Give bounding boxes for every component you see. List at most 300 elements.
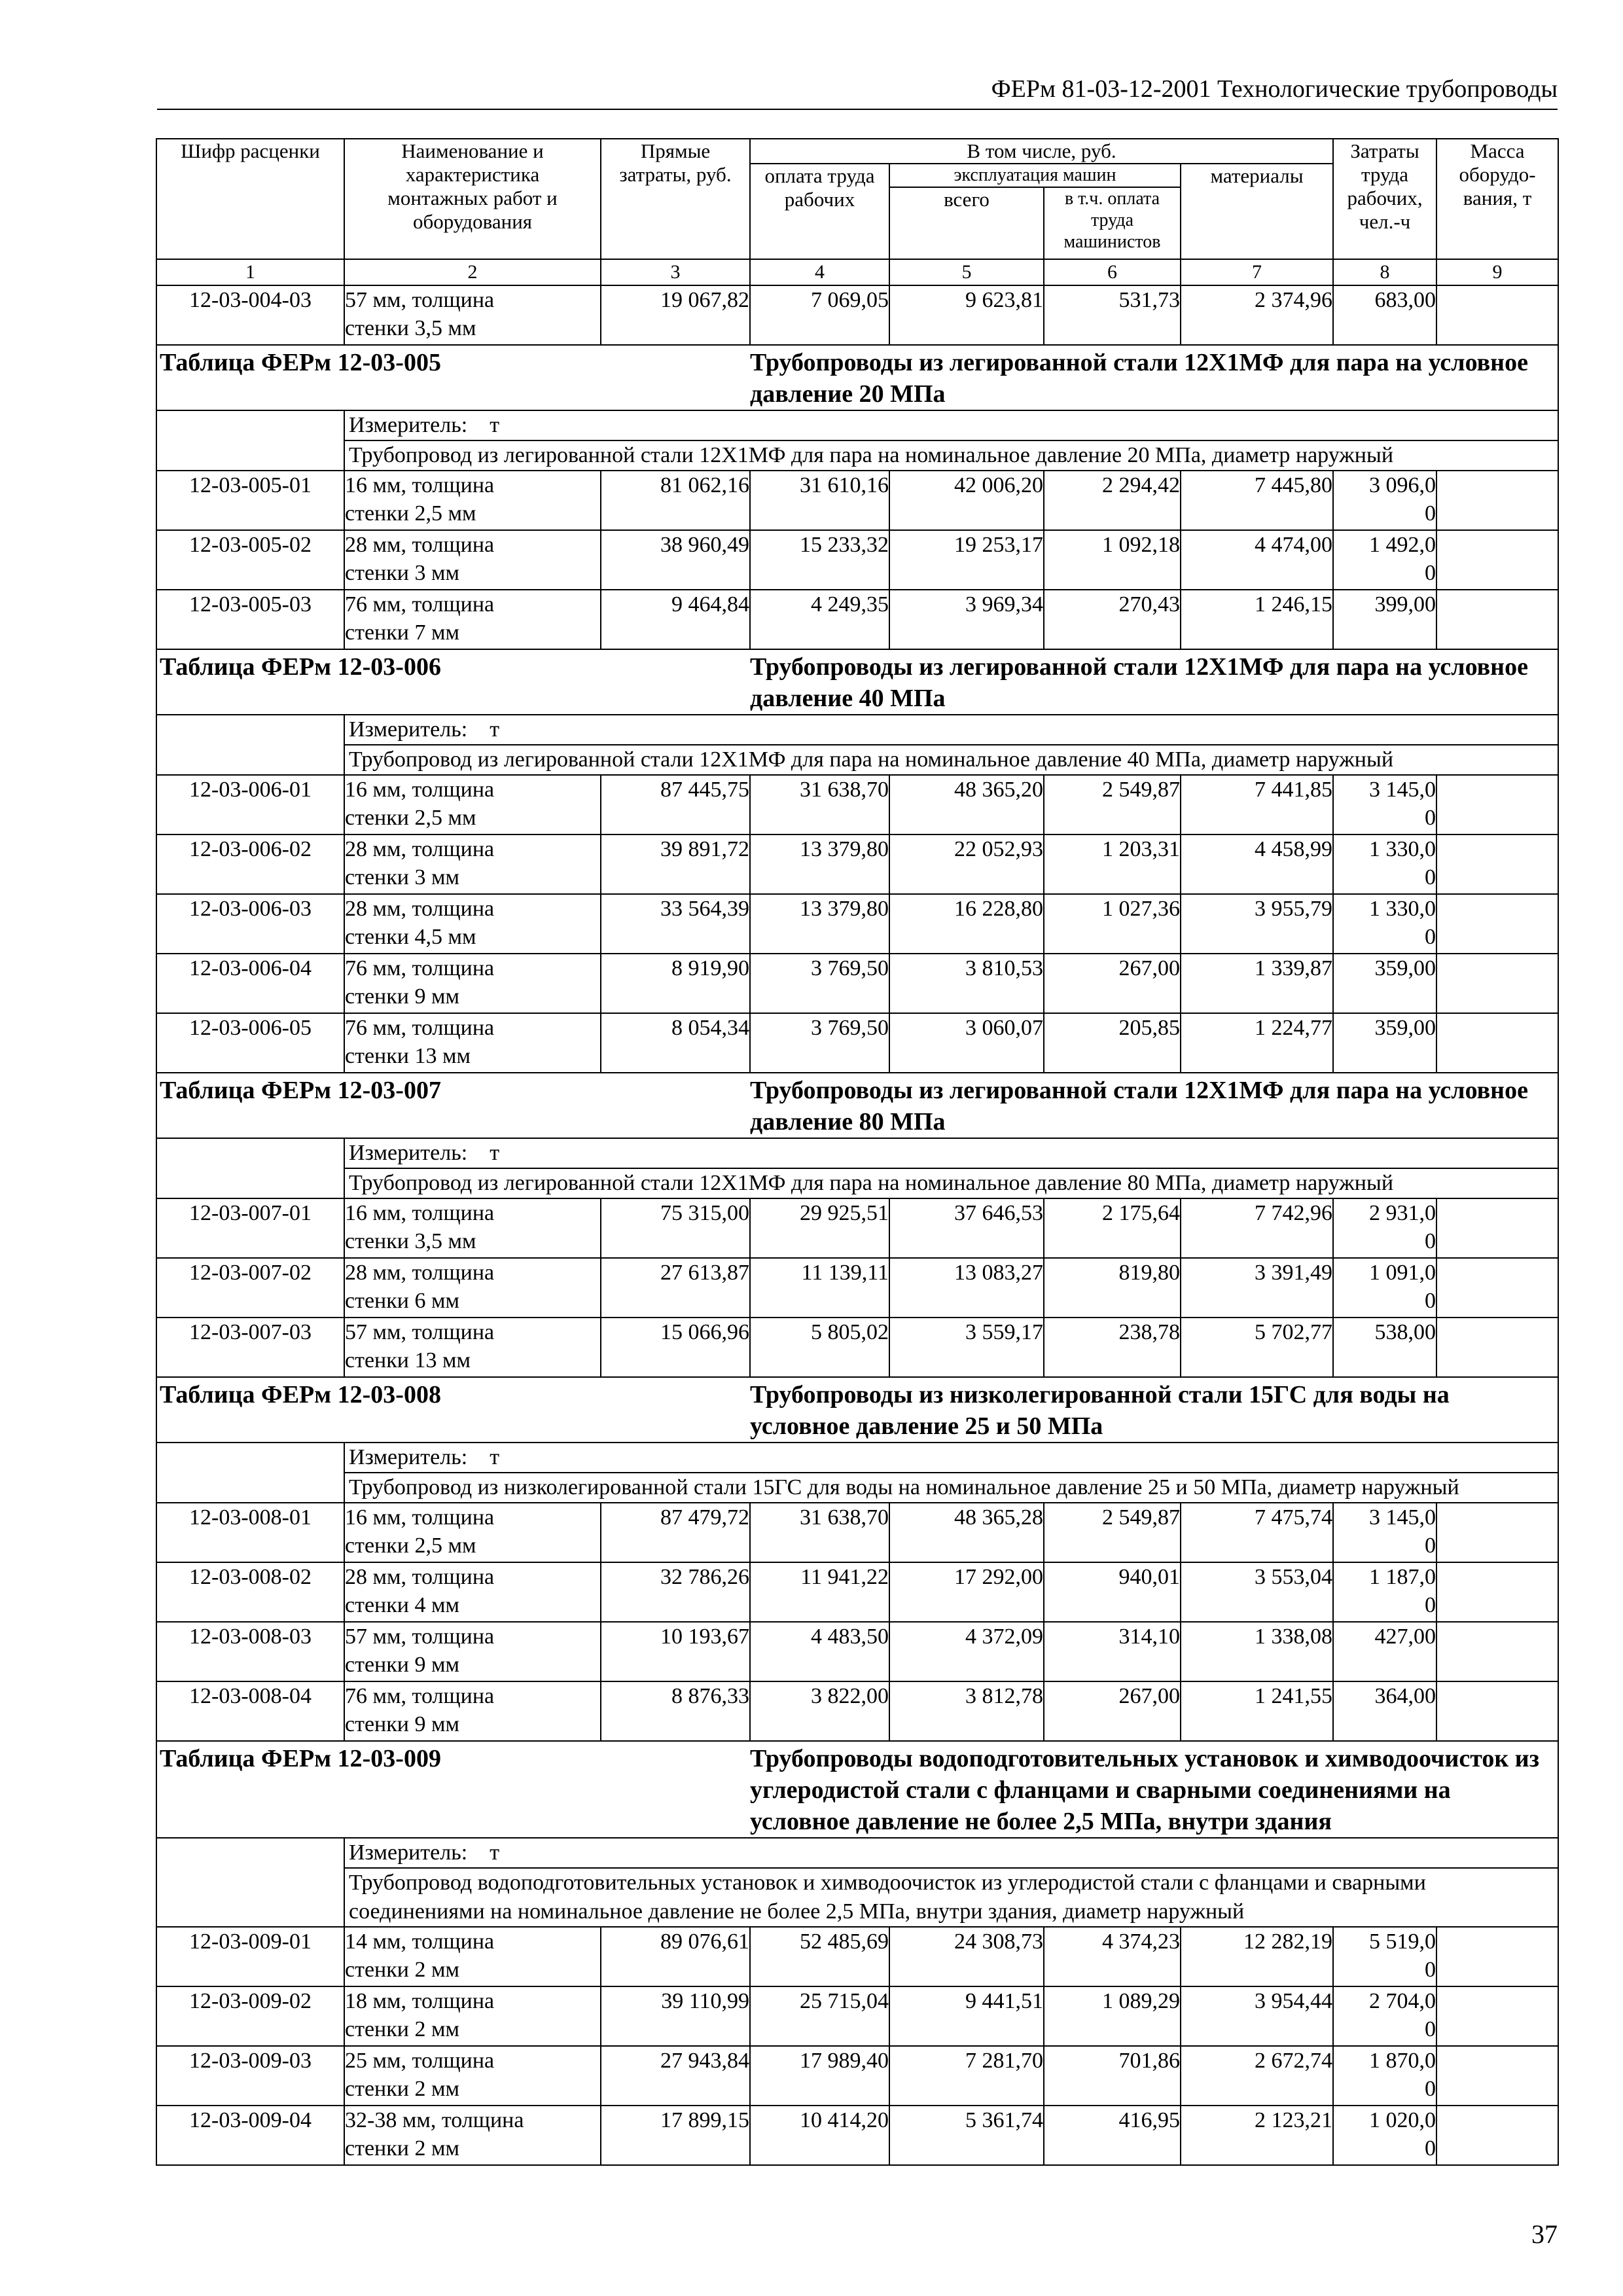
labor-hours-line: 3 145,0: [1369, 1505, 1436, 1530]
work-name-line: 76 мм, толщина: [345, 956, 495, 980]
table-code: [156, 345, 750, 410]
rate-code: 12-03-006-05: [156, 1013, 344, 1073]
labor-hours-line: 427,00: [1374, 1624, 1436, 1649]
work-name-line: 28 мм, толщина: [345, 897, 495, 921]
work-name-line: 16 мм, толщина: [345, 473, 495, 497]
col-name-header: Наименование и характеристика монтажных работ и оборудования: [344, 139, 601, 259]
description-spacer: [156, 440, 344, 471]
work-name-line: стенки 9 мм: [345, 1712, 459, 1736]
work-name-line: стенки 7 мм: [345, 620, 459, 645]
table-code: [156, 1073, 750, 1138]
labor-hours-line: 0: [1425, 1229, 1436, 1253]
machinist-wages: 2 175,64: [1044, 1198, 1181, 1258]
materials-cost: 1 339,87: [1181, 954, 1333, 1013]
direct-costs: 32 786,26: [601, 1562, 750, 1622]
measure-unit: т: [490, 717, 500, 742]
labor-hours-line: 0: [1425, 1534, 1436, 1558]
description-spacer: [156, 1868, 344, 1927]
table-code-text: Таблица ФЕРм 12-03-005: [160, 349, 441, 376]
labor-hours-line: 0: [1425, 561, 1436, 585]
work-name-line: стенки 6 мм: [345, 1289, 459, 1313]
worker-wages: 25 715,04: [750, 1986, 889, 2046]
labor-hours: [1333, 1927, 1436, 1986]
table-title-text: Трубопроводы из легированной стали 12Х1МФ для пара на условное давление 20 МПа: [750, 349, 1528, 408]
description-spacer: [156, 1473, 344, 1503]
machines-total: 13 083,27: [889, 1258, 1044, 1318]
table-row: [156, 1503, 1558, 1562]
labor-hours-line: 0: [1425, 501, 1436, 526]
direct-costs: 38 960,49: [601, 530, 750, 590]
table-title: [750, 649, 1558, 715]
labor-hours: [1333, 1562, 1436, 1622]
work-name-line: стенки 13 мм: [345, 1044, 471, 1068]
work-description: Трубопровод водоподготовительных установок и химводоочисток из углеродистой стали с фланцами и сварными соединениями на номинальное давление не более 2,5 МПа, внутри здания, диаметр наружный: [344, 1868, 1558, 1927]
table-row: [156, 1318, 1558, 1377]
col-number: 7: [1181, 259, 1333, 285]
work-name: [344, 1503, 601, 1562]
table-title: [750, 345, 1558, 410]
work-name-line: стенки 3,5 мм: [345, 316, 476, 340]
materials-cost: 3 391,49: [1181, 1258, 1333, 1318]
work-name-line: стенки 2 мм: [345, 2136, 459, 2161]
materials-cost: 3 954,44: [1181, 1986, 1333, 2046]
direct-costs: 87 445,75: [601, 775, 750, 834]
work-name-line: стенки 3,5 мм: [345, 1229, 476, 1253]
table-row: [156, 2046, 1558, 2106]
col-number: 1: [156, 259, 344, 285]
table-title-row: [156, 345, 1558, 410]
rate-code: 12-03-008-01: [156, 1503, 344, 1562]
machines-total: 48 365,28: [889, 1503, 1044, 1562]
table-title: [750, 1073, 1558, 1138]
measure: [344, 410, 1558, 440]
labor-hours-line: 2 704,0: [1369, 1989, 1436, 2013]
materials-cost: 2 672,74: [1181, 2046, 1333, 2106]
work-description: Трубопровод из легированной стали 12Х1МФ для пара на номинальное давление 40 МПа, диаметр наружный: [344, 745, 1558, 775]
work-name: [344, 954, 601, 1013]
materials-cost: 4 458,99: [1181, 834, 1333, 894]
direct-costs: 27 943,84: [601, 2046, 750, 2106]
equipment-mass: [1436, 2046, 1558, 2106]
machinist-wages: 701,86: [1044, 2046, 1181, 2106]
measure-unit: т: [490, 1445, 500, 1469]
machinist-wages: 1 092,18: [1044, 530, 1181, 590]
rates-table: [156, 138, 1559, 2166]
work-name-line: 76 мм, толщина: [345, 1016, 495, 1040]
table-row: [156, 590, 1558, 649]
direct-costs: 10 193,67: [601, 1622, 750, 1681]
table-row: [156, 834, 1558, 894]
work-name: [344, 471, 601, 530]
work-name-line: 57 мм, толщина: [345, 1320, 495, 1344]
direct-costs: 19 067,82: [601, 285, 750, 345]
description-row: [156, 1168, 1558, 1198]
rate-code: 12-03-007-02: [156, 1258, 344, 1318]
equipment-mass: [1436, 1927, 1558, 1986]
labor-hours-line: 1 091,0: [1369, 1261, 1436, 1285]
labor-hours: [1333, 2106, 1436, 2165]
work-name: [344, 834, 601, 894]
column-numbers-row: [156, 259, 1558, 285]
work-name-line: 28 мм, толщина: [345, 1565, 495, 1589]
direct-costs: 81 062,16: [601, 471, 750, 530]
col-number: 8: [1333, 259, 1436, 285]
measure-spacer: [156, 410, 344, 440]
direct-costs: 8 876,33: [601, 1681, 750, 1741]
labor-hours-line: 0: [1425, 1289, 1436, 1313]
measure: [344, 1443, 1558, 1473]
direct-costs: 8 919,90: [601, 954, 750, 1013]
equipment-mass: [1436, 1013, 1558, 1073]
rate-code: 12-03-006-01: [156, 775, 344, 834]
work-description: Трубопровод из низколегированной стали 15ГС для воды на номинальное давление 25 и 50 МПа, диаметр наружный: [344, 1473, 1558, 1503]
work-name-line: 25 мм, толщина: [345, 2049, 495, 2073]
work-name: [344, 1986, 601, 2046]
work-name-line: стенки 3 мм: [345, 865, 459, 889]
table-row: [156, 1681, 1558, 1741]
measure: [344, 1838, 1558, 1868]
work-name-line: стенки 2,5 мм: [345, 806, 476, 830]
measure-spacer: [156, 715, 344, 745]
work-name: [344, 1681, 601, 1741]
measure-row: [156, 410, 1558, 440]
description-row: [156, 745, 1558, 775]
machines-total: 3 969,34: [889, 590, 1044, 649]
machinist-wages: 819,80: [1044, 1258, 1181, 1318]
direct-costs: 33 564,39: [601, 894, 750, 954]
measure-row: [156, 1838, 1558, 1868]
work-name-line: стенки 2 мм: [345, 2017, 459, 2041]
machines-total: 42 006,20: [889, 471, 1044, 530]
labor-hours-line: 0: [1425, 865, 1436, 889]
equipment-mass: [1436, 2106, 1558, 2165]
work-description: Трубопровод из легированной стали 12Х1МФ для пара на номинальное давление 20 МПа, диаметр наружный: [344, 440, 1558, 471]
labor-hours: [1333, 954, 1436, 1013]
table-row: [156, 1927, 1558, 1986]
table-row: [156, 2106, 1558, 2165]
work-name-line: стенки 9 мм: [345, 1653, 459, 1677]
worker-wages: 10 414,20: [750, 2106, 889, 2165]
table-row: [156, 1013, 1558, 1073]
measure-label: Измеритель:: [349, 413, 468, 437]
labor-hours: [1333, 2046, 1436, 2106]
labor-hours-line: 0: [1425, 1593, 1436, 1617]
machines-total: 16 228,80: [889, 894, 1044, 954]
labor-hours: [1333, 834, 1436, 894]
labor-hours: [1333, 590, 1436, 649]
labor-hours-line: 359,00: [1374, 1016, 1436, 1040]
worker-wages: 3 769,50: [750, 954, 889, 1013]
work-name: [344, 1562, 601, 1622]
col-number: 4: [750, 259, 889, 285]
table-row: [156, 1562, 1558, 1622]
worker-wages: 11 941,22: [750, 1562, 889, 1622]
labor-hours-line: 3 145,0: [1369, 778, 1436, 802]
description-row: [156, 1868, 1558, 1927]
machinist-wages: 1 203,31: [1044, 834, 1181, 894]
worker-wages: 11 139,11: [750, 1258, 889, 1318]
table-body: [156, 139, 1558, 2165]
table-title-row: [156, 649, 1558, 715]
rate-code: 12-03-009-01: [156, 1927, 344, 1986]
table-row: [156, 1198, 1558, 1258]
col-labor-header: Затраты труда рабочих, чел.-ч: [1333, 139, 1436, 259]
direct-costs: 9 464,84: [601, 590, 750, 649]
materials-cost: 12 282,19: [1181, 1927, 1333, 1986]
measure-unit: т: [490, 413, 500, 437]
materials-cost: 4 474,00: [1181, 530, 1333, 590]
measure: [344, 715, 1558, 745]
rate-code: 12-03-005-03: [156, 590, 344, 649]
materials-cost: 7 445,80: [1181, 471, 1333, 530]
work-name-line: 16 мм, толщина: [345, 1505, 495, 1530]
measure-spacer: [156, 1138, 344, 1168]
measure-label: Измеритель:: [349, 1445, 468, 1469]
work-name-line: 76 мм, толщина: [345, 1684, 495, 1708]
rate-code: 12-03-008-03: [156, 1622, 344, 1681]
table-row: [156, 775, 1558, 834]
labor-hours-line: 1 330,0: [1369, 837, 1436, 861]
machinist-wages: 531,73: [1044, 285, 1181, 345]
labor-hours-line: 0: [1425, 925, 1436, 949]
work-name: [344, 894, 601, 954]
materials-cost: 1 246,15: [1181, 590, 1333, 649]
header-rule: [157, 109, 1558, 110]
worker-wages: 13 379,80: [750, 894, 889, 954]
work-name-line: 57 мм, толщина: [345, 288, 495, 312]
rate-code: 12-03-009-03: [156, 2046, 344, 2106]
materials-cost: 7 475,74: [1181, 1503, 1333, 1562]
work-name-line: 18 мм, толщина: [345, 1989, 495, 2013]
rate-code: 12-03-009-02: [156, 1986, 344, 2046]
work-name-line: стенки 4 мм: [345, 1593, 459, 1617]
machines-total: 37 646,53: [889, 1198, 1044, 1258]
direct-costs: 89 076,61: [601, 1927, 750, 1986]
labor-hours-line: 683,00: [1374, 288, 1436, 312]
table-row: [156, 471, 1558, 530]
measure: [344, 1138, 1558, 1168]
work-name-line: стенки 4,5 мм: [345, 925, 476, 949]
labor-hours: [1333, 1318, 1436, 1377]
work-name: [344, 285, 601, 345]
table-row: [156, 1986, 1558, 2046]
materials-cost: 7 742,96: [1181, 1198, 1333, 1258]
table-title: [750, 1377, 1558, 1443]
work-name: [344, 590, 601, 649]
work-name-line: 16 мм, толщина: [345, 778, 495, 802]
worker-wages: 15 233,32: [750, 530, 889, 590]
worker-wages: 13 379,80: [750, 834, 889, 894]
measure-label: Измеритель:: [349, 1840, 468, 1865]
machines-total: 3 812,78: [889, 1681, 1044, 1741]
labor-hours-line: 1 492,0: [1369, 533, 1436, 557]
rate-code: 12-03-008-02: [156, 1562, 344, 1622]
machinist-wages: 416,95: [1044, 2106, 1181, 2165]
work-name-line: стенки 3 мм: [345, 561, 459, 585]
labor-hours: [1333, 1622, 1436, 1681]
labor-hours-line: 0: [1425, 806, 1436, 830]
labor-hours-line: 1 870,0: [1369, 2049, 1436, 2073]
description-row: [156, 1473, 1558, 1503]
labor-hours-line: 538,00: [1374, 1320, 1436, 1344]
machinist-wages: 205,85: [1044, 1013, 1181, 1073]
labor-hours-line: 0: [1425, 2136, 1436, 2161]
page-number: 37: [1531, 2219, 1558, 2249]
work-name: [344, 1258, 601, 1318]
labor-hours-line: 1 020,0: [1369, 2108, 1436, 2132]
materials-cost: 3 553,04: [1181, 1562, 1333, 1622]
table-code: [156, 1377, 750, 1443]
machinist-wages: 314,10: [1044, 1622, 1181, 1681]
col-wages-header: оплата труда рабочих: [750, 164, 889, 259]
header-row-1: [156, 139, 1558, 164]
machines-total: 48 365,20: [889, 775, 1044, 834]
work-name-line: 28 мм, толщина: [345, 533, 495, 557]
table-title-text: Трубопроводы из низколегированной стали 15ГС для воды на условное давление 25 и 50 МПа: [750, 1381, 1450, 1440]
rate-code: 12-03-006-02: [156, 834, 344, 894]
running-title: ФЕРм 81-03-12-2001 Технологические трубопроводы: [991, 75, 1558, 103]
rate-code: 12-03-006-03: [156, 894, 344, 954]
labor-hours-line: 3 096,0: [1369, 473, 1436, 497]
equipment-mass: [1436, 894, 1558, 954]
direct-costs: 15 066,96: [601, 1318, 750, 1377]
col-including-header: В том числе, руб.: [750, 139, 1333, 164]
labor-hours-line: 0: [1425, 1958, 1436, 1982]
work-name: [344, 1013, 601, 1073]
labor-hours: [1333, 1503, 1436, 1562]
work-name-line: 57 мм, толщина: [345, 1624, 495, 1649]
table-row: [156, 1622, 1558, 1681]
worker-wages: 3 769,50: [750, 1013, 889, 1073]
work-name: [344, 2106, 601, 2165]
work-name: [344, 1927, 601, 1986]
materials-cost: 2 374,96: [1181, 285, 1333, 345]
table-title-row: [156, 1377, 1558, 1443]
worker-wages: 31 638,70: [750, 775, 889, 834]
col-mass-header: Масса оборудо- вания, т: [1436, 139, 1558, 259]
equipment-mass: [1436, 1198, 1558, 1258]
work-name-line: стенки 9 мм: [345, 984, 459, 1009]
table-code-text: Таблица ФЕРм 12-03-009: [160, 1745, 441, 1772]
table-row: [156, 954, 1558, 1013]
measure-label: Измеритель:: [349, 717, 468, 742]
col-number: 5: [889, 259, 1044, 285]
table-title-text: Трубопроводы из легированной стали 12Х1МФ для пара на условное давление 80 МПа: [750, 1077, 1528, 1136]
table-code-text: Таблица ФЕРм 12-03-006: [160, 653, 441, 681]
table-row: [156, 894, 1558, 954]
work-name: [344, 2046, 601, 2106]
machinist-wages: 2 549,87: [1044, 775, 1181, 834]
table-code-text: Таблица ФЕРм 12-03-007: [160, 1077, 441, 1104]
col-materials-header: материалы: [1181, 164, 1333, 259]
labor-hours: [1333, 1013, 1436, 1073]
machines-total: 3 810,53: [889, 954, 1044, 1013]
measure-unit: т: [490, 1840, 500, 1865]
rate-code: 12-03-009-04: [156, 2106, 344, 2165]
machines-total: 22 052,93: [889, 834, 1044, 894]
measure-label: Измеритель:: [349, 1141, 468, 1165]
measure-unit: т: [490, 1141, 500, 1165]
work-name-line: 28 мм, толщина: [345, 1261, 495, 1285]
machines-total: 9 441,51: [889, 1986, 1044, 2046]
direct-costs: 27 613,87: [601, 1258, 750, 1318]
work-name-line: стенки 2 мм: [345, 2077, 459, 2101]
machinist-wages: 267,00: [1044, 1681, 1181, 1741]
page-header: [157, 71, 1558, 110]
machines-total: 9 623,81: [889, 285, 1044, 345]
rate-code: 12-03-004-03: [156, 285, 344, 345]
equipment-mass: [1436, 530, 1558, 590]
table-row: [156, 530, 1558, 590]
description-spacer: [156, 1168, 344, 1198]
equipment-mass: [1436, 775, 1558, 834]
col-number: 9: [1436, 259, 1558, 285]
description-row: [156, 440, 1558, 471]
table-title: [750, 1741, 1558, 1838]
work-name-line: 14 мм, толщина: [345, 1929, 495, 1954]
measure-row: [156, 1443, 1558, 1473]
equipment-mass: [1436, 590, 1558, 649]
col-mach-wages-header: в т.ч. оплата труда машинистов: [1044, 187, 1181, 259]
rate-code: 12-03-006-04: [156, 954, 344, 1013]
table-code-text: Таблица ФЕРм 12-03-008: [160, 1381, 441, 1408]
labor-hours-line: 359,00: [1374, 956, 1436, 980]
labor-hours: [1333, 1198, 1436, 1258]
labor-hours: [1333, 1681, 1436, 1741]
measure-spacer: [156, 1443, 344, 1473]
rate-code: 12-03-007-03: [156, 1318, 344, 1377]
machinist-wages: 1 089,29: [1044, 1986, 1181, 2046]
machines-total: 24 308,73: [889, 1927, 1044, 1986]
machines-total: 5 361,74: [889, 2106, 1044, 2165]
description-spacer: [156, 745, 344, 775]
col-direct-header: Прямые затраты, руб.: [601, 139, 750, 259]
table-title-text: Трубопроводы из легированной стали 12Х1МФ для пара на условное давление 40 МПа: [750, 653, 1528, 712]
machinist-wages: 4 374,23: [1044, 1927, 1181, 1986]
rate-code: 12-03-008-04: [156, 1681, 344, 1741]
labor-hours: [1333, 1258, 1436, 1318]
col-operation-header: эксплуатация машин: [889, 164, 1181, 187]
table-title-row: [156, 1073, 1558, 1138]
table-title-row: [156, 1741, 1558, 1838]
worker-wages: 17 989,40: [750, 2046, 889, 2106]
equipment-mass: [1436, 1622, 1558, 1681]
worker-wages: 4 483,50: [750, 1622, 889, 1681]
work-name-line: 76 мм, толщина: [345, 592, 495, 617]
worker-wages: 52 485,69: [750, 1927, 889, 1986]
worker-wages: 4 249,35: [750, 590, 889, 649]
work-name-line: стенки 2,5 мм: [345, 1534, 476, 1558]
equipment-mass: [1436, 1562, 1558, 1622]
machines-total: 4 372,09: [889, 1622, 1044, 1681]
labor-hours: [1333, 285, 1436, 345]
rate-code: 12-03-007-01: [156, 1198, 344, 1258]
labor-hours-line: 5 519,0: [1369, 1929, 1436, 1954]
col-machines-total-header: всего: [889, 187, 1044, 259]
labor-hours: [1333, 775, 1436, 834]
machines-total: 19 253,17: [889, 530, 1044, 590]
measure-row: [156, 715, 1558, 745]
work-name: [344, 1622, 601, 1681]
direct-costs: 75 315,00: [601, 1198, 750, 1258]
work-name: [344, 775, 601, 834]
equipment-mass: [1436, 285, 1558, 345]
work-name-line: 28 мм, толщина: [345, 837, 495, 861]
measure-row: [156, 1138, 1558, 1168]
machinist-wages: 1 027,36: [1044, 894, 1181, 954]
work-name: [344, 530, 601, 590]
equipment-mass: [1436, 1681, 1558, 1741]
